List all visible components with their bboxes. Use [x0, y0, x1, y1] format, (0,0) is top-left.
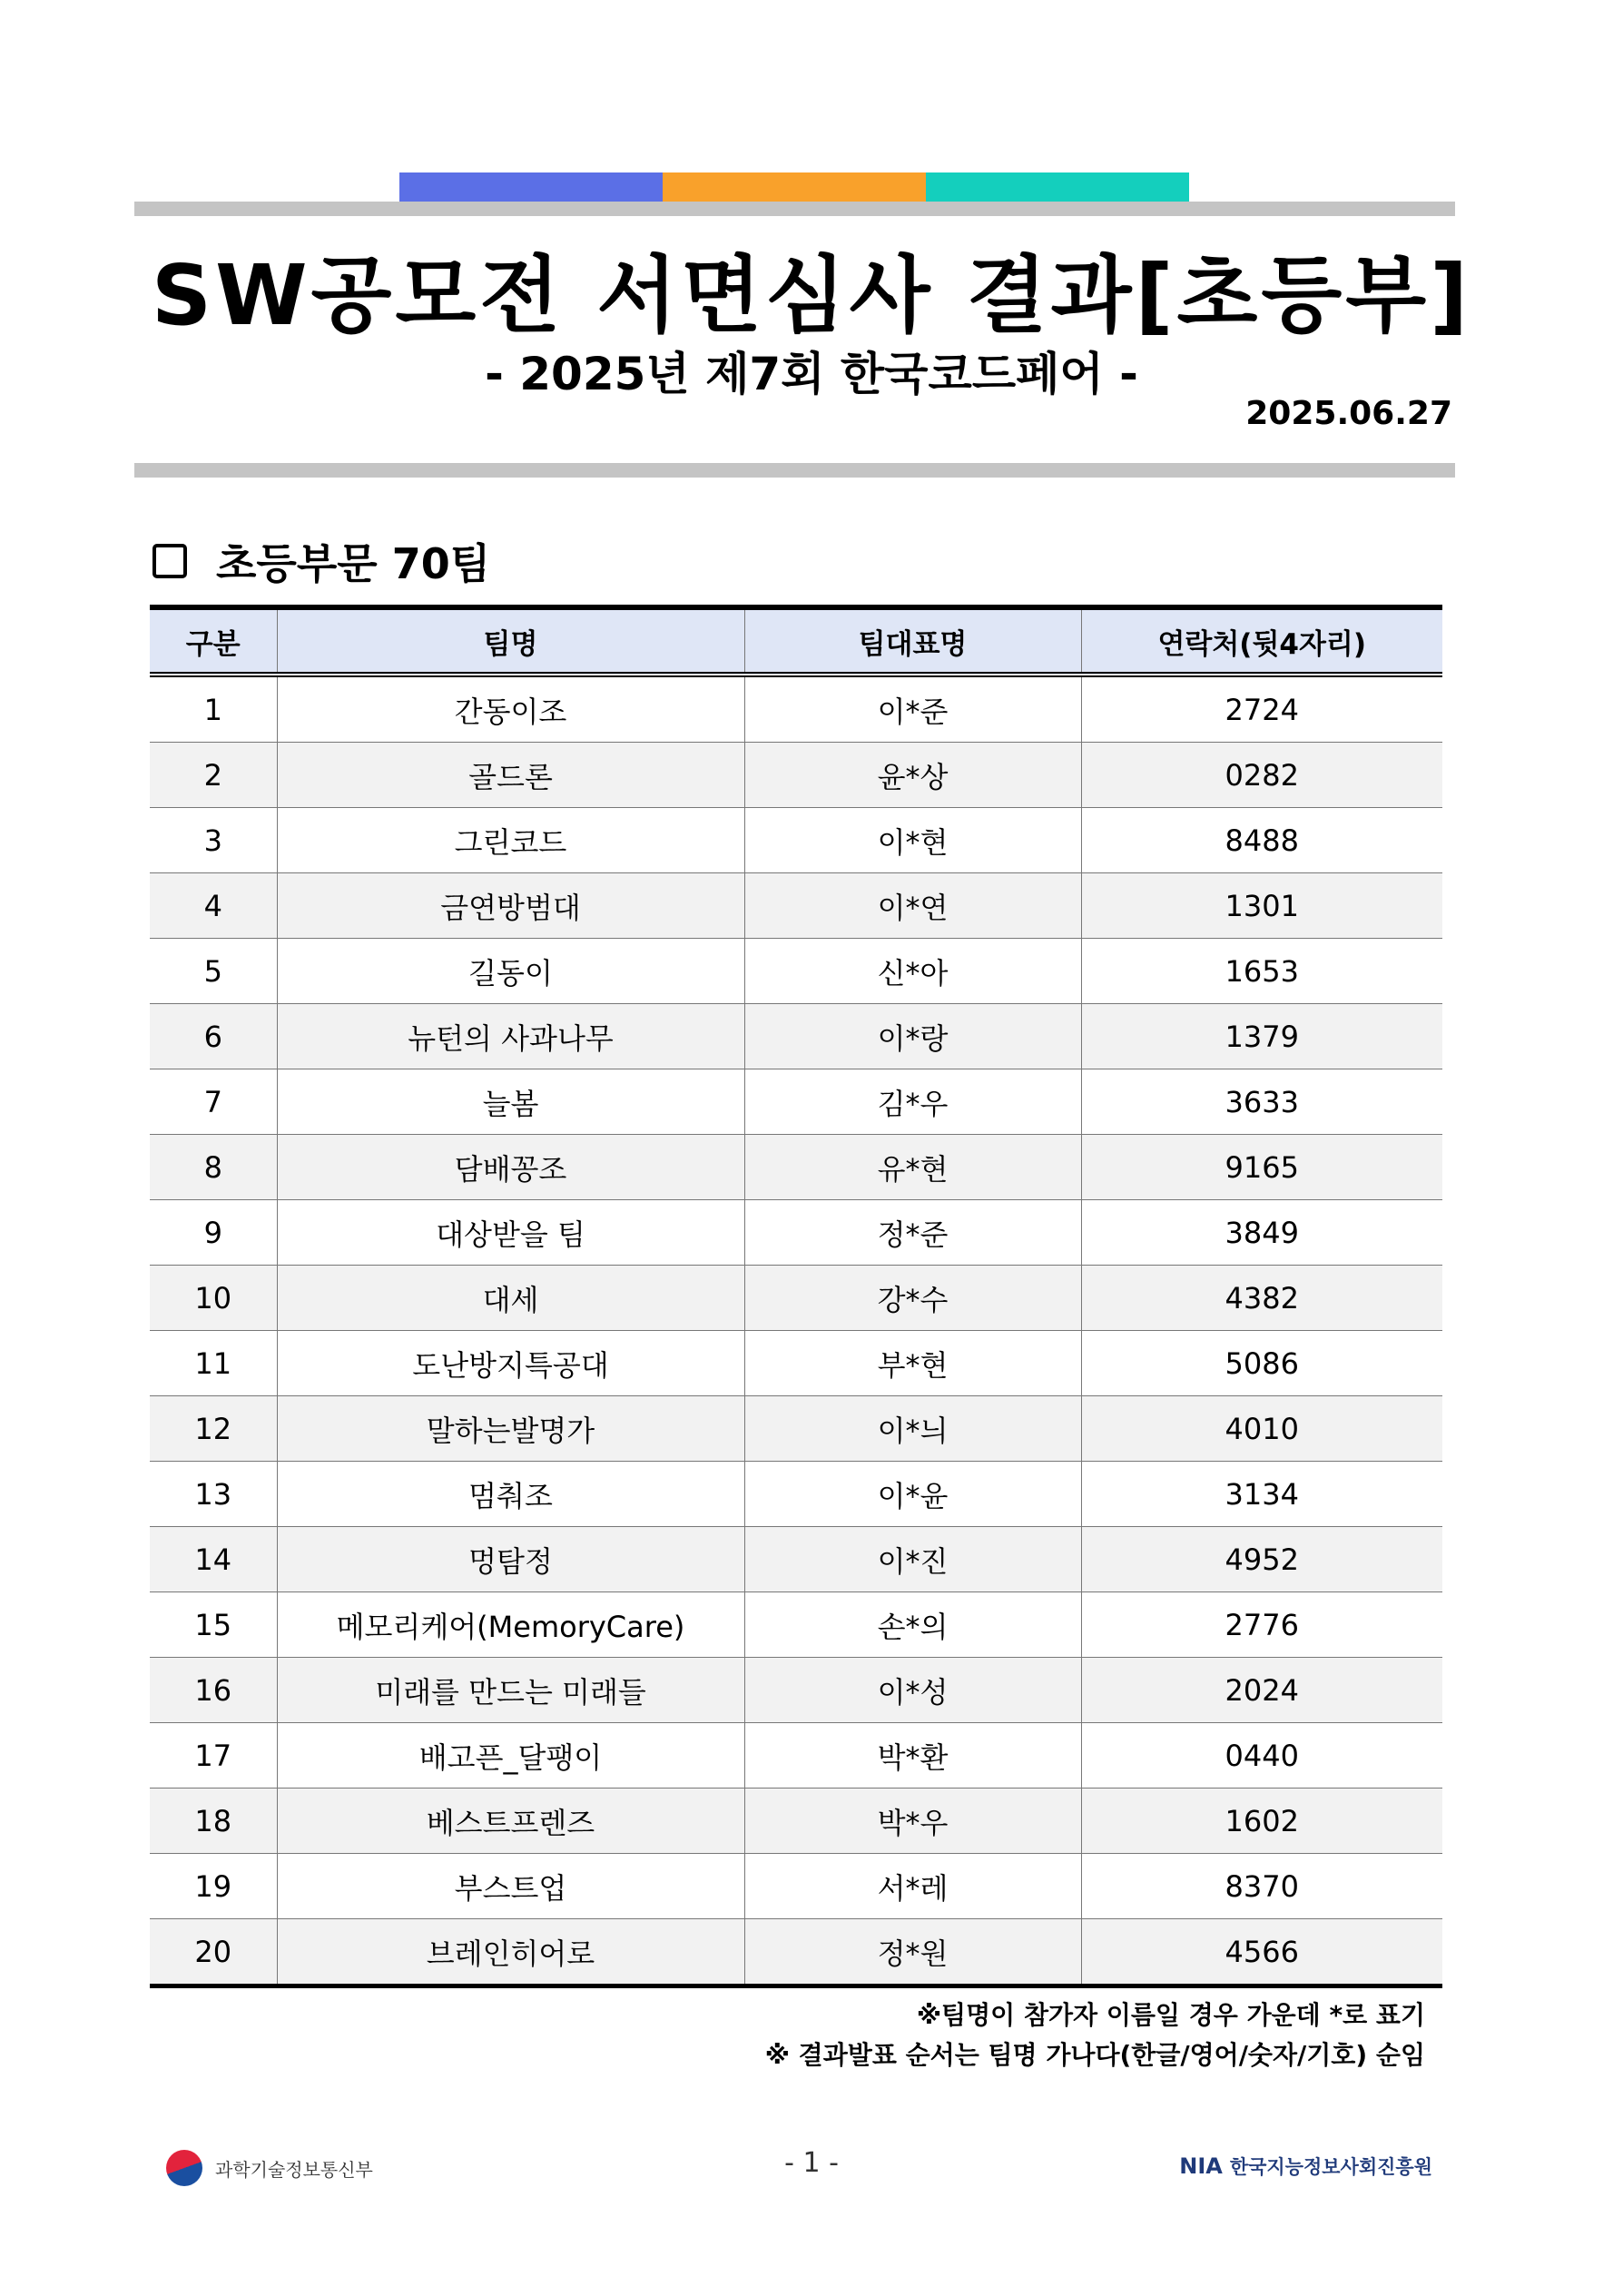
cell-contact: 9165: [1081, 1135, 1442, 1200]
page-number: - 1 -: [784, 2147, 839, 2179]
cell-contact: 8488: [1081, 808, 1442, 873]
cell-team: 말하는발명가: [277, 1396, 744, 1462]
section-heading: [152, 531, 490, 591]
cell-leader: 이*늬: [744, 1396, 1081, 1462]
cell-no: 2: [150, 743, 277, 808]
cell-leader: 이*윤: [744, 1462, 1081, 1527]
note-ordering: ※ 결과발표 순서는 팀명 가나다(한글/영어/숫자/기호) 순임: [764, 2040, 1425, 2070]
page-title: SW공모전 서면심사 결과[초등부]: [151, 247, 1472, 344]
cell-contact: 5086: [1081, 1331, 1442, 1396]
cell-no: 13: [150, 1462, 277, 1527]
cell-contact: 4952: [1081, 1527, 1442, 1592]
column-header-leader: 팀대표명: [744, 607, 1081, 675]
cell-no: 18: [150, 1789, 277, 1854]
cell-team: 배고픈_달팽이: [277, 1723, 744, 1789]
table-row: [150, 808, 1442, 873]
cell-team: 길동이: [277, 939, 744, 1004]
footer-ministry-name: 과학기술정보통신부: [215, 2158, 373, 2181]
cell-no: 6: [150, 1004, 277, 1069]
cell-team: 브레인히어로: [277, 1919, 744, 1986]
cell-leader: 서*레: [744, 1854, 1081, 1919]
cell-no: 15: [150, 1592, 277, 1658]
cell-leader: 박*우: [744, 1789, 1081, 1854]
cell-contact: 1602: [1081, 1789, 1442, 1854]
cell-no: 3: [150, 808, 277, 873]
table-row: [150, 873, 1442, 939]
cell-leader: 부*현: [744, 1331, 1081, 1396]
cell-no: 20: [150, 1919, 277, 1986]
table-header-row: [150, 607, 1442, 675]
accent-bar-teal: [926, 172, 1189, 202]
cell-contact: 2776: [1081, 1592, 1442, 1658]
cell-leader: 김*우: [744, 1069, 1081, 1135]
column-header-contact: 연락처(뒷4자리): [1081, 607, 1442, 675]
cell-team: 도난방지특공대: [277, 1331, 744, 1396]
column-header-no: 구분: [150, 607, 277, 675]
cell-team: 담배꽁조: [277, 1135, 744, 1200]
cell-team: 뉴턴의 사과나무: [277, 1004, 744, 1069]
cell-leader: 이*랑: [744, 1004, 1081, 1069]
section-heading-text: 초등부문 70팀: [216, 539, 491, 588]
accent-bar-orange: [663, 172, 926, 202]
table-row: [150, 1069, 1442, 1135]
results-table: [150, 605, 1442, 1988]
cell-team: 금연방범대: [277, 873, 744, 939]
table-row: [150, 743, 1442, 808]
cell-leader: 손*의: [744, 1592, 1081, 1658]
cell-team: 메모리케어(MemoryCare): [277, 1592, 744, 1658]
cell-no: 7: [150, 1069, 277, 1135]
page-subtitle: - 2025년 제7회 한국코드페어 -: [485, 348, 1138, 400]
cell-team: 베스트프렌즈: [277, 1789, 744, 1854]
cell-team: 그린코드: [277, 808, 744, 873]
cell-leader: 이*진: [744, 1527, 1081, 1592]
cell-contact: 0282: [1081, 743, 1442, 808]
nia-org-name: 한국지능정보사회진흥원: [1229, 2156, 1432, 2178]
cell-team: 대세: [277, 1266, 744, 1331]
cell-contact: 8370: [1081, 1854, 1442, 1919]
cell-team: 멍탐정: [277, 1527, 744, 1592]
table-row: [150, 1331, 1442, 1396]
table-row: [150, 1200, 1442, 1266]
cell-no: 10: [150, 1266, 277, 1331]
cell-no: 1: [150, 675, 277, 743]
note-asterisk: ※팀명이 참가자 이름일 경우 가운데 *로 표기: [916, 2000, 1425, 2030]
cell-contact: 2024: [1081, 1658, 1442, 1723]
cell-contact: 3633: [1081, 1069, 1442, 1135]
cell-contact: 3849: [1081, 1200, 1442, 1266]
cell-contact: 0440: [1081, 1723, 1442, 1789]
cell-no: 5: [150, 939, 277, 1004]
table-row: [150, 1462, 1442, 1527]
cell-no: 17: [150, 1723, 277, 1789]
cell-team: 늘봄: [277, 1069, 744, 1135]
cell-leader: 정*원: [744, 1919, 1081, 1986]
document-date: 2025.06.27: [1245, 395, 1452, 432]
cell-no: 16: [150, 1658, 277, 1723]
cell-leader: 이*성: [744, 1658, 1081, 1723]
cell-contact: 1379: [1081, 1004, 1442, 1069]
table-row: [150, 1004, 1442, 1069]
cell-no: 19: [150, 1854, 277, 1919]
cell-no: 11: [150, 1331, 277, 1396]
cell-leader: 이*현: [744, 808, 1081, 873]
cell-team: 미래를 만드는 미래들: [277, 1658, 744, 1723]
cell-leader: 정*준: [744, 1200, 1081, 1266]
cell-team: 대상받을 팀: [277, 1200, 744, 1266]
cell-contact: 3134: [1081, 1462, 1442, 1527]
cell-contact: 2724: [1081, 675, 1442, 743]
footer-nia: [1179, 2153, 1432, 2180]
cell-no: 4: [150, 873, 277, 939]
cell-leader: 이*연: [744, 873, 1081, 939]
cell-no: 14: [150, 1527, 277, 1592]
cell-leader: 이*준: [744, 675, 1081, 743]
table-row: [150, 675, 1442, 743]
table-row: [150, 1266, 1442, 1331]
table-row: [150, 939, 1442, 1004]
bottom-rule: [134, 463, 1455, 478]
cell-contact: 4382: [1081, 1266, 1442, 1331]
cell-no: 9: [150, 1200, 277, 1266]
cell-team: 골드론: [277, 743, 744, 808]
cell-team: 부스트업: [277, 1854, 744, 1919]
cell-leader: 박*환: [744, 1723, 1081, 1789]
cell-team: 간동이조: [277, 675, 744, 743]
cell-no: 8: [150, 1135, 277, 1200]
cell-leader: 강*수: [744, 1266, 1081, 1331]
cell-contact: 4010: [1081, 1396, 1442, 1462]
table-row: [150, 1527, 1442, 1592]
accent-bar-blue: [399, 172, 663, 202]
table-row: [150, 1789, 1442, 1854]
cell-contact: 1653: [1081, 939, 1442, 1004]
table-row: [150, 1854, 1442, 1919]
table-row: [150, 1592, 1442, 1658]
cell-team: 멈춰조: [277, 1462, 744, 1527]
cell-leader: 신*아: [744, 939, 1081, 1004]
table-row: [150, 1396, 1442, 1462]
nia-logo-text: NIA: [1179, 2153, 1223, 2179]
table-row: [150, 1919, 1442, 1986]
cell-no: 12: [150, 1396, 277, 1462]
cell-contact: 1301: [1081, 873, 1442, 939]
cell-contact: 4566: [1081, 1919, 1442, 1986]
top-rule: [134, 202, 1455, 216]
column-header-team: 팀명: [277, 607, 744, 675]
table-row: [150, 1723, 1442, 1789]
cell-leader: 유*현: [744, 1135, 1081, 1200]
cell-leader: 윤*상: [744, 743, 1081, 808]
table-row: [150, 1135, 1442, 1200]
table-body: [150, 675, 1442, 1986]
checkbox-icon: [152, 544, 187, 578]
table-row: [150, 1658, 1442, 1723]
